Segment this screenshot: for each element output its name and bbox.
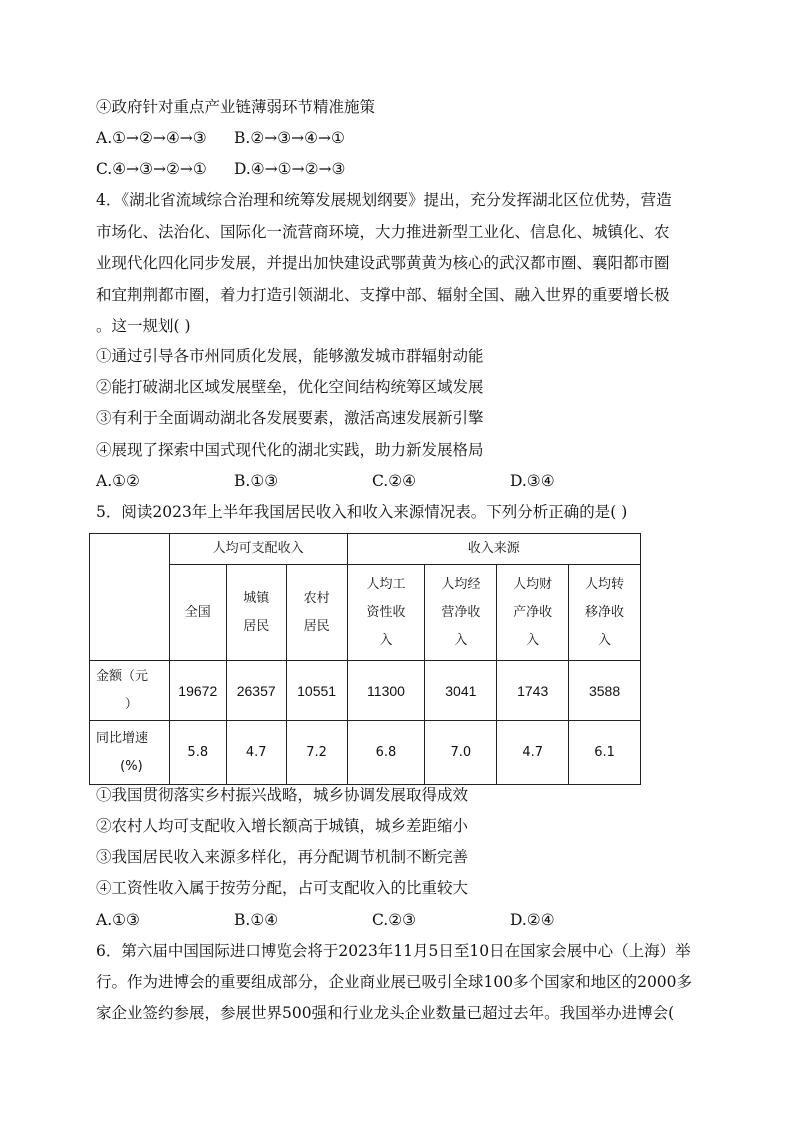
q5-option-2: ②农村人均可支配收入增长额高于城镇，城乡差距缩小 (96, 817, 469, 835)
cell-amount-property: 1743 (497, 661, 569, 721)
q4-stem-line-2: 市场化、法治化、国际化一流营商环境，大力推进新型工业化、信息化、城镇化、农 (96, 223, 670, 241)
q4-choice-d: D.③④ (510, 472, 555, 490)
row-label-amount: 金额（元 ） (90, 661, 170, 721)
q6-stem-line-3: 家企业签约参展，参展世界500强和行业龙头企业数量已超过去年。我国举办进博会( (96, 1004, 675, 1022)
q5-option-1: ①我国贯彻落实乡村振兴战略，城乡协调发展取得成效 (96, 786, 469, 804)
table-row (90, 661, 641, 721)
col-urban: 城镇 居民 (226, 565, 286, 661)
q4-stem-line-1: 4．《湖北省流域综合治理和统筹发展规划纲要》提出，充分发挥湖北区位优势，营造 (96, 191, 672, 209)
header-income-source: 收入来源 (347, 534, 640, 565)
q5-choice-a: A.①③ (96, 911, 140, 929)
q5-choice-d: D.②④ (510, 911, 555, 929)
cell-growth-wage: 6.8 (347, 721, 425, 785)
col-national: 全国 (169, 565, 226, 661)
cell-growth-transfer: 6.1 (569, 721, 641, 785)
row-label-growth: 同比增速 (%) (90, 721, 170, 785)
cell-growth-rural: 7.2 (286, 721, 347, 785)
q4-stem-line-5: 。这一规划( ) (96, 317, 191, 335)
cell-growth-property: 4.7 (497, 721, 569, 785)
cell-amount-rural: 10551 (286, 661, 347, 721)
q5-stem: 5．阅读2023年上半年我国居民收入和收入来源情况表。下列分析正确的是( ) (96, 503, 628, 521)
q5-option-3: ③我国居民收入来源多样化，再分配调节机制不断完善 (96, 848, 469, 866)
cell-growth-urban: 4.7 (226, 721, 286, 785)
q6-stem-line-1: 6．第六届中国国际进口博览会将于2023年11月5日至10日在国家会展中心（上海）举 (96, 942, 691, 960)
col-transfer-income: 人均转 移净收 入 (569, 565, 641, 661)
cell-growth-national: 5.8 (169, 721, 226, 785)
q4-option-2: ②能打破湖北区域发展壁垒，优化空间结构统筹区域发展 (96, 378, 484, 396)
q3-option-4: ④政府针对重点产业链薄弱环节精准施策 (96, 98, 376, 116)
cell-growth-business: 7.0 (425, 721, 497, 785)
cell-amount-urban: 26357 (226, 661, 286, 721)
q4-stem-line-4: 和宜荆荆都市圈，着力打造引领湖北、支撑中部、辐射全国、融入世界的重要增长极 (96, 286, 670, 304)
q4-choice-b: B.①③ (234, 472, 279, 490)
q4-option-3: ③有利于全面调动湖北各发展要素，激活高速发展新引擎 (96, 409, 484, 427)
q3-choice-d: D.④→①→②→③ (234, 160, 346, 178)
cell-amount-national: 19672 (169, 661, 226, 721)
cell-amount-wage: 11300 (347, 661, 425, 721)
q3-choice-c: C.④→③→②→① (96, 160, 207, 178)
cell-amount-business: 3041 (425, 661, 497, 721)
col-wage-income: 人均工 资性收 入 (347, 565, 425, 661)
header-disposable-income: 人均可支配收入 (169, 534, 347, 565)
col-rural: 农村 居民 (286, 565, 347, 661)
q4-choice-a: A.①② (96, 472, 140, 490)
q4-stem-line-3: 业现代化四化同步发展，并提出加快建设武鄂黄黄为核心的武汉都市圈、襄阳都市圈 (96, 254, 670, 272)
q4-option-1: ①通过引导各市州同质化发展，能够激发城市群辐射动能 (96, 347, 484, 365)
income-table (89, 533, 641, 785)
q3-choice-a: A.①→②→④→③ (96, 129, 207, 147)
q5-choice-b: B.①④ (234, 911, 279, 929)
cell-amount-transfer: 3588 (569, 661, 641, 721)
col-property-income: 人均财 产净收 入 (497, 565, 569, 661)
table-row (90, 721, 641, 785)
col-business-income: 人均经 营净收 入 (425, 565, 497, 661)
q5-choice-c: C.②③ (372, 911, 417, 929)
q5-option-4: ④工资性收入属于按劳分配，占可支配收入的比重较大 (96, 879, 469, 897)
table-corner-cell (90, 534, 170, 661)
q4-option-4: ④展现了探索中国式现代化的湖北实践，助力新发展格局 (96, 441, 484, 459)
q3-choice-b: B.②→③→④→① (234, 129, 345, 147)
q6-stem-line-2: 行。作为进博会的重要组成部分，企业商业展已吸引全球100多个国家和地区的2000多 (96, 973, 693, 991)
q4-choice-c: C.②④ (372, 472, 417, 490)
